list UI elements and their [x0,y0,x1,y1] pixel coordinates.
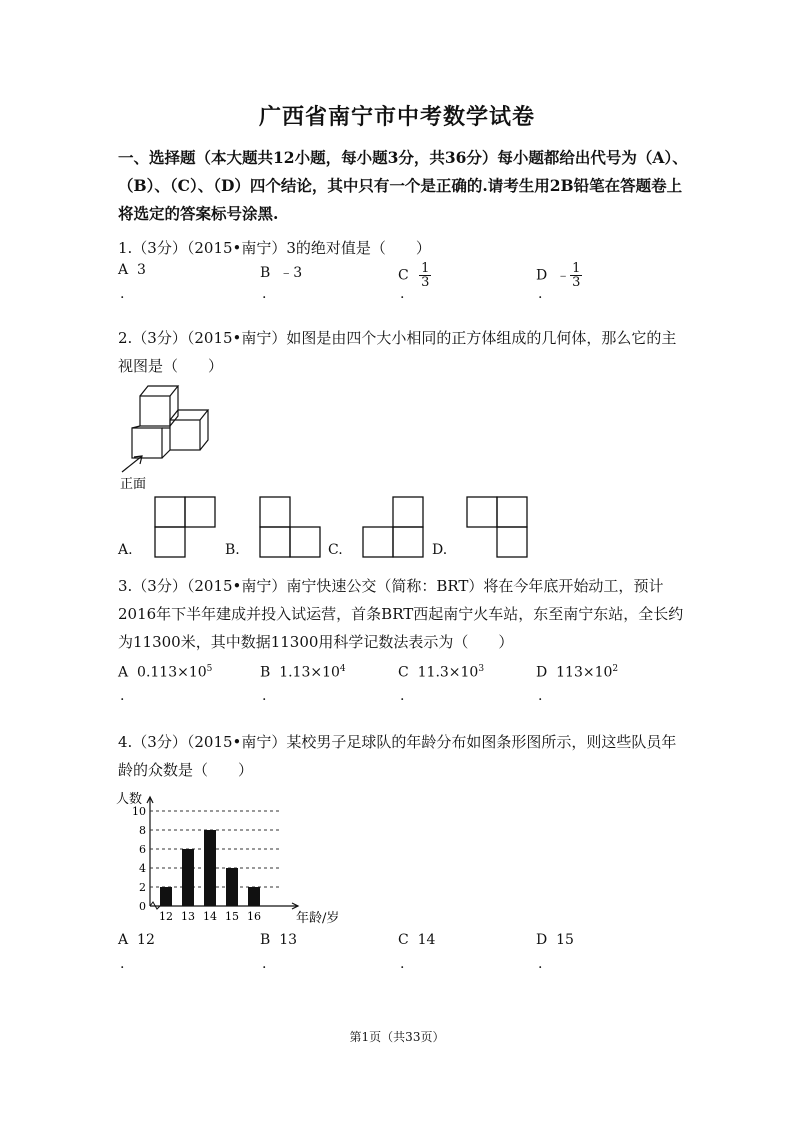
question-3-options [118,664,678,710]
q4-option-a[interactable]: A 12 . [118,932,155,972]
q2-option-b-figure[interactable] [259,496,323,560]
y-tick-label: 0 [139,900,146,913]
y-tick-label: 8 [139,824,146,837]
question-1-options [118,262,678,312]
q1-option-c[interactable]: C $\frac{1}{3}$ . [398,261,430,302]
y-tick-label: 4 [139,862,146,875]
y-axis-label: 人数 [116,792,143,807]
q4-option-c[interactable]: C 14 . [398,932,436,972]
x-axis-label: 年龄/岁 [296,911,340,926]
bar-14 [204,830,216,906]
q4-option-b[interactable]: B 13 . [260,932,298,972]
age-bar-chart [110,786,370,926]
y-tick-label: 6 [139,843,146,856]
q1-option-a[interactable]: A 3 . [118,262,146,302]
bar-15 [226,868,238,906]
y-tick-label: 2 [139,881,146,894]
bar-12 [160,887,172,906]
q3-option-b[interactable]: B $1.13\times 10^4$ . [260,664,346,704]
x-tick-label: 13 [181,910,195,923]
q2-option-c-figure[interactable] [362,496,426,560]
section-instructions: 一、选择题（本大题共12小题，每小题3分，共36分）每小题都给出代号为（A）、（B）、（C）、（D）四个结论，其中只有一个是正确的.请考生用2B铅笔在答题卷上将选定的答案标号涂黑. [118,148,688,223]
q2-option-b-label[interactable]: B. [225,542,240,558]
bar-13 [182,849,194,906]
x-tick-label: 16 [247,910,261,923]
question-2-options [118,494,678,560]
q2-option-d-figure[interactable] [466,496,530,560]
fraction: $\frac{1}{3}$ [572,261,581,290]
page-footer: 第1页（共33页） [349,1030,445,1044]
q2-option-c-label[interactable]: C. [328,542,343,558]
q2-option-a-figure[interactable] [154,496,218,560]
bar-16 [248,887,260,906]
q2-option-a-label[interactable]: A. [118,542,133,558]
question-4-options [118,932,678,978]
question-1-stem: 1.（3分）（2015•南宁）3的绝对值是（ ） [118,239,431,257]
q3-option-c[interactable]: C $11.3\times 10^3$ . [398,664,485,704]
q4-option-d[interactable]: D 15 . [536,932,574,972]
fraction: $\frac{1}{3}$ [421,261,430,290]
x-tick-label: 14 [203,910,217,923]
question-4-stem: 4.（3分）（2015•南宁）某校男子足球队的年龄分布如图条形图所示，则这些队员年龄的众数是（ ） [118,733,677,779]
front-label: 正面 [120,477,147,492]
q3-option-a[interactable]: A $0.113\times 10^5$ . [118,664,213,704]
question-2-stem: 2.（3分）（2015•南宁）如图是由四个大小相同的正方体组成的几何体，那么它的主视图是（ ） [118,329,677,375]
q3-option-d[interactable]: D $113\times 10^2$ . [536,664,619,704]
x-tick-label: 15 [225,910,239,923]
q1-option-d[interactable]: D ﹣ $\frac{1}{3}$ . [536,261,581,302]
q2-option-d-label[interactable]: D. [432,542,448,558]
question-3-stem: 3.（3分）（2015•南宁）南宁快速公交（简称：BRT）将在今年底开始动工，预计2016年下半年建成并投入试运营，首条BRT西起南宁火车站，东至南宁东站，全长约为11300米，其中数据11300用科学记数法表示为（ ） [118,577,684,651]
cube-solid-figure [118,380,228,492]
q1-option-b[interactable]: B ﹣3 . [260,265,303,302]
y-tick-label: 10 [132,805,146,818]
page-title: 广西省南宁市中考数学试卷 [258,104,535,130]
x-tick-label: 12 [159,910,173,923]
